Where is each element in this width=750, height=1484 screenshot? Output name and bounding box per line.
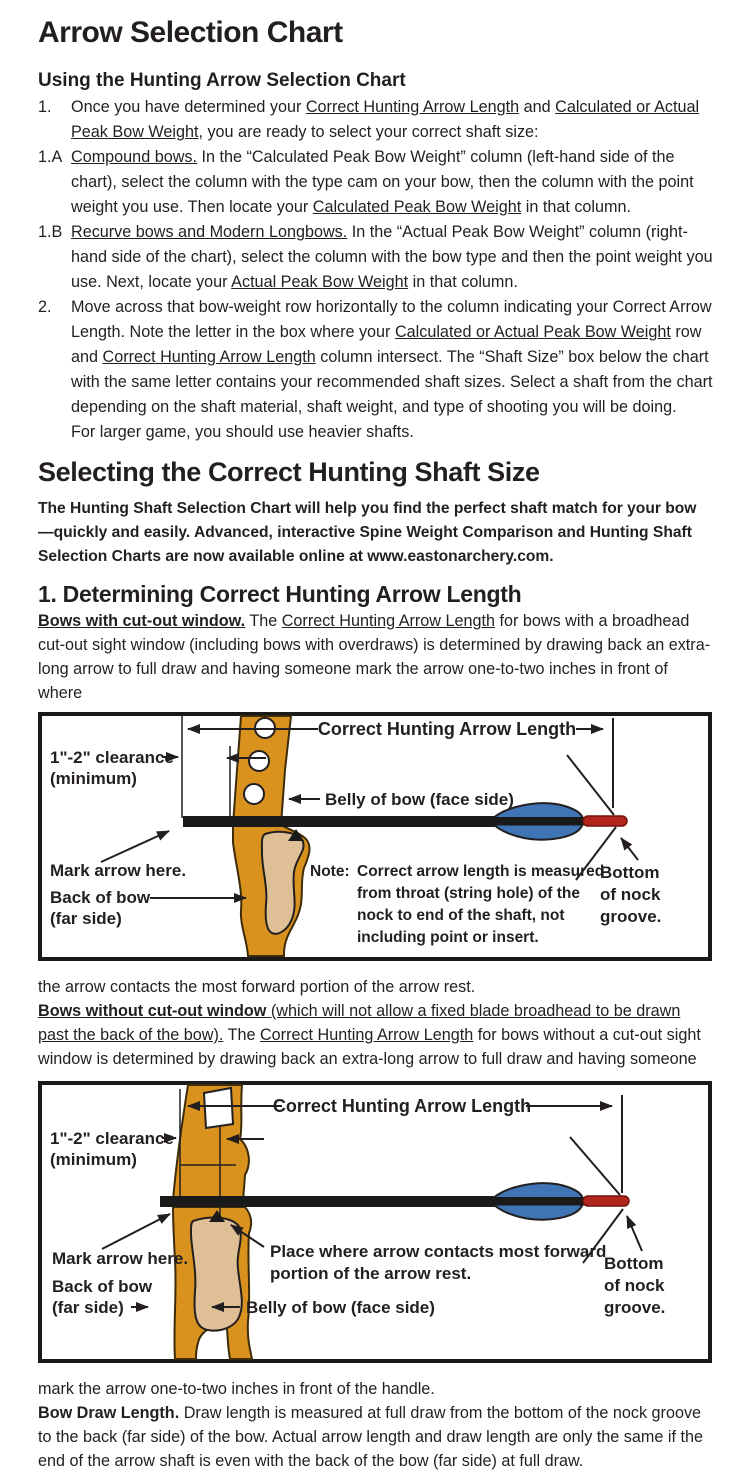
list-item-1 xyxy=(38,95,713,145)
label-back-of-bow: Back of bow xyxy=(50,888,151,907)
line-arrow-contacts: the arrow contacts the most forward portion of the arrow rest. xyxy=(38,978,476,996)
list-item-text xyxy=(71,298,713,441)
arrow-shaft-rear xyxy=(488,1197,585,1206)
text-segment: (which will not allow a fixed blade broadhead to be drawn past the back of the bow). xyxy=(38,1002,681,1044)
label-correct-hunting-arrow-length: Correct Hunting Arrow Length xyxy=(272,1096,532,1116)
label-belly-of-bow: Belly of bow (face side) xyxy=(325,790,514,809)
text-segment: Calculated or Actual Peak Bow Weight xyxy=(394,323,671,341)
list-item-text xyxy=(71,148,694,216)
arrow-shaft-rear xyxy=(488,817,585,826)
label-nock-groove-3: groove. xyxy=(604,1298,666,1317)
arrow-shaft xyxy=(160,1196,540,1207)
text-segment: For larger game, you should use heavier shafts. xyxy=(71,423,414,441)
text-segment: Correct Hunting Arrow Length xyxy=(259,1026,474,1044)
label-nock-groove-2: of nock xyxy=(604,1276,665,1295)
text-segment: Move across that bow-weight row horizontally to the column indicating your Correct Arrow Length. Note the letter in the box where your xyxy=(71,298,712,341)
text-segment: In the “Calculated Peak Bow Weight” column (left-hand side of the chart), select the column with the type cam on your bow, then the column with the point weight you use. Then locate your xyxy=(71,148,694,216)
list-item-1a xyxy=(38,145,713,220)
text-segment: Recurve bows and Modern Longbows. xyxy=(71,223,348,241)
diagram2-svg xyxy=(38,1081,712,1363)
note-line: Correct arrow length is measured xyxy=(357,863,605,880)
diagram-bow-without-cutout-window xyxy=(38,1081,713,1368)
label-nock-groove: Bottom xyxy=(604,1254,664,1273)
label-mark-arrow-here: Mark arrow here. xyxy=(50,861,187,880)
label-place-contact-2: portion of the arrow rest. xyxy=(270,1264,472,1283)
note-prefix: Note: xyxy=(310,863,350,880)
list-number: 1.B xyxy=(38,223,63,241)
list-item-1b xyxy=(38,220,713,295)
text-segment: Correct Hunting Arrow Length xyxy=(281,612,495,630)
note-line: nock to end of the shaft, not xyxy=(357,907,565,924)
text-segment: for bows without a cut-out sight window is determined by drawing back an extra-long arrow to full draw and having someone xyxy=(38,1026,701,1068)
text-segment: Bow Draw Length. xyxy=(38,1404,180,1422)
text-segment: The xyxy=(223,1026,260,1044)
diagram-bow-with-cutout-window xyxy=(38,712,713,966)
label-back-of-bow-2: (far side) xyxy=(52,1298,124,1317)
riser-hole xyxy=(249,751,269,771)
label-clearance-minimum: (minimum) xyxy=(50,769,137,788)
arrow-nock xyxy=(583,1196,629,1206)
label-correct-hunting-arrow-length: Correct Hunting Arrow Length xyxy=(317,719,577,739)
text-segment: in that column. xyxy=(521,198,632,216)
list-item-text xyxy=(71,223,713,291)
text-segment: in that column. xyxy=(408,273,518,291)
paragraph-bows-with-cutout xyxy=(38,609,713,705)
label-nock-groove-2: of nock xyxy=(600,885,661,904)
text-segment: Actual Peak Bow Weight xyxy=(231,273,409,291)
arrow-nock xyxy=(583,816,627,826)
list-number: 1.A xyxy=(38,148,63,166)
determining-heading: 1. Determining Correct Hunting Arrow Length xyxy=(38,581,522,607)
arrow-shaft xyxy=(183,816,535,827)
bow-grip xyxy=(191,1218,242,1331)
text-segment: Bows without cut-out window xyxy=(38,1002,267,1020)
text-segment: for bows with a broadhead cut-out sight window (including bows with overdraws) is determined by drawing back an extra-long arrow to full draw and having someone mark the arrow one-to-two inches in front of where xyxy=(38,612,711,702)
riser-hole xyxy=(244,784,264,804)
label-clearance: 1"-2" clearance xyxy=(50,748,174,767)
page-title: Arrow Selection Chart xyxy=(38,16,343,49)
label-mark-arrow-here: Mark arrow here. xyxy=(52,1249,189,1268)
label-clearance-minimum: (minimum) xyxy=(50,1150,137,1169)
text-segment: Correct Hunting Arrow Length xyxy=(102,348,316,366)
diagram-border xyxy=(40,1083,710,1361)
text-segment: Once you have determined your xyxy=(71,98,306,116)
riser-cutout-hole xyxy=(204,1088,233,1128)
text-segment: In the “Actual Peak Bow Weight” column (right-hand side of the chart), select the column with the bow type and then the point weight you use. Next, locate your xyxy=(71,223,713,291)
label-clearance: 1"-2" clearance xyxy=(50,1129,174,1148)
text-segment: and xyxy=(519,98,556,116)
label-place-contact: Place where arrow contacts most forward xyxy=(270,1242,607,1261)
label-belly-of-bow: Belly of bow (face side) xyxy=(246,1298,435,1317)
list-item-2 xyxy=(38,295,713,445)
label-back-of-bow-2: (far side) xyxy=(50,909,122,928)
lead-paragraph: The Hunting Shaft Selection Chart will help you find the perfect shaft match for your bow—quickly and easily. Advanced, interactive Spine Weight Comparison and Hunting Shaft Selection Charts are now available online at www.eastonarchery.com. xyxy=(38,500,697,565)
line-mark-the-arrow: mark the arrow one-to-two inches in front of the handle. xyxy=(38,1380,435,1398)
paragraph-bows-without-cutout xyxy=(38,999,713,1071)
list-number: 1. xyxy=(38,98,52,116)
text-segment: column intersect. The “Shaft Size” box below the chart with the same letter contains your recommended shaft sizes. Select a shaft from the chart depending on the shaft material, shaft weight, and type of shooting you will be doing. xyxy=(71,348,713,416)
text-segment: , you are ready to select your correct shaft size: xyxy=(198,123,539,141)
list-number: 2. xyxy=(38,298,52,316)
label-nock-groove-3: groove. xyxy=(600,907,662,926)
note-line: from throat (string hole) of the xyxy=(357,885,581,902)
text-segment: Correct Hunting Arrow Length xyxy=(305,98,520,116)
instruction-list xyxy=(38,95,713,445)
label-nock-groove: Bottom xyxy=(600,863,660,882)
text-segment: Calculated Peak Bow Weight xyxy=(312,198,522,216)
text-segment: Draw length is measured at full draw from the bottom of the nock groove to the back (far side) of the bow. Actual arrow length and draw length are only the same if the end of the arrow shaft is even with the back of the bow (far side) at full draw. xyxy=(38,1404,703,1470)
list-item-text xyxy=(71,98,699,141)
paragraph-bow-draw-length xyxy=(38,1401,713,1473)
note-line: including point or insert. xyxy=(357,929,539,946)
text-segment: Bows with cut-out window. xyxy=(38,612,246,630)
label-back-of-bow: Back of bow xyxy=(52,1277,153,1296)
text-segment: Compound bows. xyxy=(71,148,197,166)
selecting-heading: Selecting the Correct Hunting Shaft Size xyxy=(38,457,540,487)
text-segment: row and xyxy=(71,323,702,366)
text-segment: Calculated or Actual Peak Bow Weight xyxy=(71,98,700,141)
intro-heading: Using the Hunting Arrow Selection Chart xyxy=(38,70,406,91)
diagram1-svg xyxy=(38,712,712,961)
text-segment: The xyxy=(245,612,282,630)
